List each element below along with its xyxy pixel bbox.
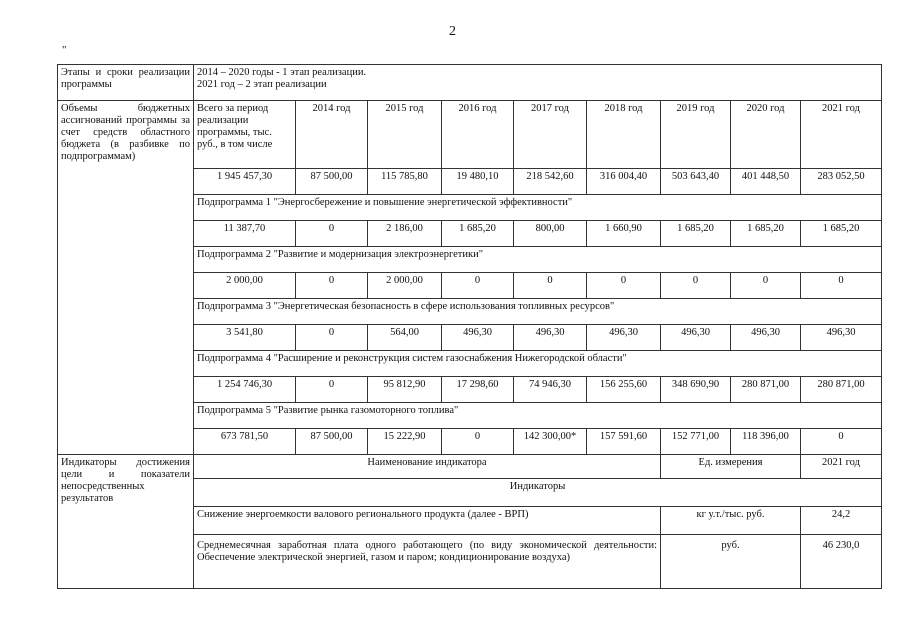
budget-header-row — [58, 101, 882, 169]
stages-text — [194, 65, 882, 101]
subprogram-value: 95 812,90 — [368, 377, 442, 403]
budget-total-header: Всего за период реализации программы, тыс. руб., в том числе — [194, 101, 296, 169]
subprogram-value: 152 771,00 — [661, 429, 731, 455]
budget-label: Объемы бюджетных ассигнований программы за счет средств областного бюджета (в разбивке по подпрограммам) — [58, 101, 194, 455]
subprogram-value: 280 871,00 — [731, 377, 801, 403]
subprogram-value: 87 500,00 — [296, 429, 368, 455]
subprogram-value: 17 298,60 — [442, 377, 514, 403]
subprogram-value: 2 000,00 — [194, 273, 296, 299]
indicator-unit: кг у.т./тыс. руб. — [661, 507, 801, 535]
subprogram-value: 0 — [442, 273, 514, 299]
year-header: 2021 год — [801, 101, 882, 169]
subprogram-value: 496,30 — [801, 325, 882, 351]
subprogram-value: 496,30 — [587, 325, 661, 351]
subprogram-value: 0 — [296, 273, 368, 299]
year-header: 2017 год — [514, 101, 587, 169]
subprogram-value: 157 591,60 — [587, 429, 661, 455]
total-value: 19 480,10 — [442, 169, 514, 195]
subprogram-value: 1 660,90 — [587, 221, 661, 247]
subprogram-value: 673 781,50 — [194, 429, 296, 455]
stages-row — [58, 65, 882, 101]
subprogram-value: 0 — [296, 221, 368, 247]
subprogram-value: 1 685,20 — [731, 221, 801, 247]
stages-line: 2021 год – 2 этап реализации — [197, 79, 327, 90]
stages-label: Этапы и сроки реализации программы — [58, 65, 194, 101]
total-value: 401 448,50 — [731, 169, 801, 195]
year-header: 2015 год — [368, 101, 442, 169]
subprogram-value: 496,30 — [731, 325, 801, 351]
year-header: 2018 год — [587, 101, 661, 169]
subprogram-value: 0 — [587, 273, 661, 299]
subprogram-title: Подпрограмма 5 "Развитие рынка газомоторного топлива" — [194, 403, 882, 429]
total-value: 283 052,50 — [801, 169, 882, 195]
subprogram-value: 800,00 — [514, 221, 587, 247]
subprogram-value: 0 — [801, 273, 882, 299]
indicator-name: Среднемесячная заработная плата одного работающего (по виду экономической деятельности: Обеспечение электрической энергией, газом и паром; кондиционирование воздуха) — [194, 535, 661, 589]
total-value: 115 785,80 — [368, 169, 442, 195]
subprogram-value: 496,30 — [442, 325, 514, 351]
subprogram-value: 2 000,00 — [368, 273, 442, 299]
year-header: 2016 год — [442, 101, 514, 169]
subprogram-value: 0 — [296, 377, 368, 403]
subprogram-value: 0 — [442, 429, 514, 455]
subprogram-value: 1 685,20 — [661, 221, 731, 247]
subprogram-value: 2 186,00 — [368, 221, 442, 247]
subprogram-value: 280 871,00 — [801, 377, 882, 403]
subprogram-title: Подпрограмма 2 "Развитие и модернизация электроэнергетики" — [194, 247, 882, 273]
opening-quote: " — [62, 44, 67, 56]
indicator-unit-header: Ед. измерения — [661, 455, 801, 479]
indicator-unit: руб. — [661, 535, 801, 589]
stages-line: 2014 – 2020 годы - 1 этап реализации. — [197, 67, 367, 78]
subprogram-value: 1 685,20 — [442, 221, 514, 247]
total-value: 87 500,00 — [296, 169, 368, 195]
subprogram-value: 15 222,90 — [368, 429, 442, 455]
subprogram-value: 156 255,60 — [587, 377, 661, 403]
total-value: 1 945 457,30 — [194, 169, 296, 195]
subprogram-value: 0 — [296, 325, 368, 351]
subprogram-value: 0 — [731, 273, 801, 299]
indicator-year-header: 2021 год — [801, 455, 882, 479]
subprogram-title: Подпрограмма 3 "Энергетическая безопасность в сфере использования топливных ресурсов" — [194, 299, 882, 325]
subprogram-value: 11 387,70 — [194, 221, 296, 247]
total-value: 218 542,60 — [514, 169, 587, 195]
year-header: 2014 год — [296, 101, 368, 169]
subprogram-value: 564,00 — [368, 325, 442, 351]
subprogram-value: 1 254 746,30 — [194, 377, 296, 403]
indicator-name: Снижение энергоемкости валового регионального продукта (далее - ВРП) — [194, 507, 661, 535]
indicator-value: 46 230,0 — [801, 535, 882, 589]
subprogram-value: 1 685,20 — [801, 221, 882, 247]
page-number: 2 — [449, 24, 456, 39]
subprogram-value: 0 — [661, 273, 731, 299]
indicators-section-title: Индикаторы — [194, 479, 882, 507]
subprogram-value: 496,30 — [514, 325, 587, 351]
indicators-label: Индикаторы достижения цели и показатели непосредственных результатов — [58, 455, 194, 589]
subprogram-value: 0 — [801, 429, 882, 455]
indicator-value: 24,2 — [801, 507, 882, 535]
total-value: 316 004,40 — [587, 169, 661, 195]
subprogram-value: 3 541,80 — [194, 325, 296, 351]
subprogram-value: 496,30 — [661, 325, 731, 351]
year-header: 2020 год — [731, 101, 801, 169]
indicators-header-row — [58, 455, 882, 479]
subprogram-value: 0 — [514, 273, 587, 299]
year-header: 2019 год — [661, 101, 731, 169]
subprogram-title: Подпрограмма 4 "Расширение и реконструкция систем газоснабжения Нижегородской области" — [194, 351, 882, 377]
subprogram-title: Подпрограмма 1 "Энергосбережение и повышение энергетической эффективности" — [194, 195, 882, 221]
subprogram-value: 142 300,00* — [514, 429, 587, 455]
passport-table — [57, 64, 882, 589]
subprogram-value: 348 690,90 — [661, 377, 731, 403]
total-value: 503 643,40 — [661, 169, 731, 195]
subprogram-value: 74 946,30 — [514, 377, 587, 403]
indicator-name-header: Наименование индикатора — [194, 455, 661, 479]
subprogram-value: 118 396,00 — [731, 429, 801, 455]
